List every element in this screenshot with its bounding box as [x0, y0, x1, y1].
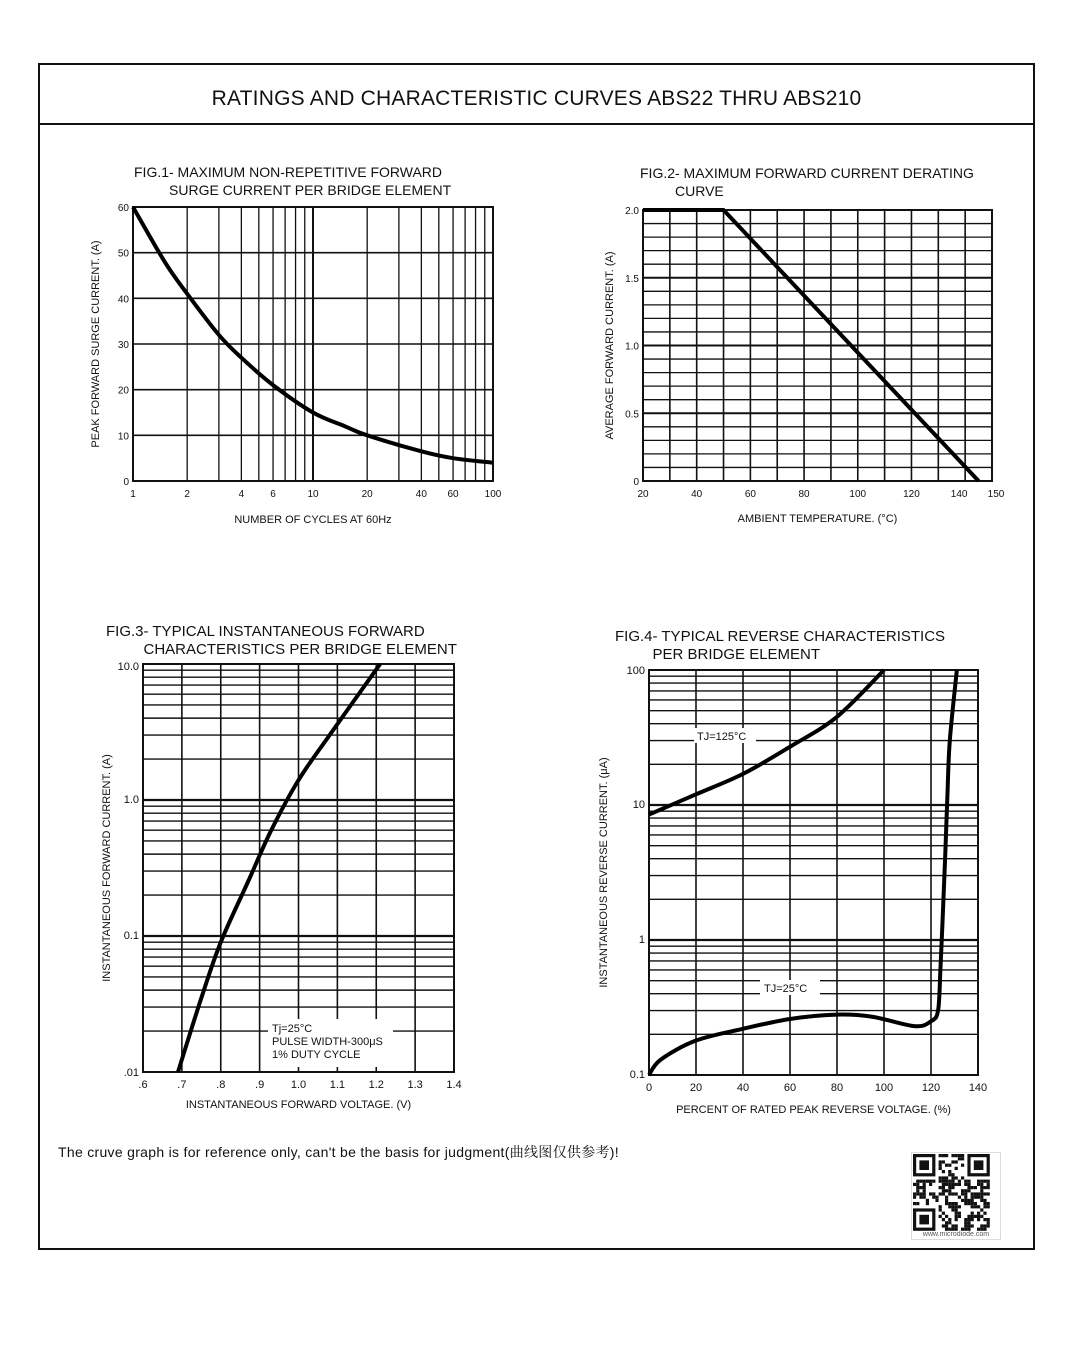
y-tick-label: 0.1 — [629, 1069, 645, 1081]
qr-module — [951, 1160, 954, 1163]
qr-module — [983, 1192, 986, 1195]
y-tick-label: 0 — [123, 477, 129, 488]
x-tick-label: 1.3 — [407, 1079, 423, 1091]
annotation-text: Tj=25°C — [272, 1023, 313, 1035]
qr-module — [948, 1173, 951, 1176]
qr-module — [945, 1202, 948, 1205]
x-tick-label: .8 — [216, 1079, 226, 1091]
y-tick-label: 100 — [626, 665, 645, 677]
qr-module — [919, 1192, 922, 1195]
qr-module — [967, 1218, 970, 1221]
qr-module — [977, 1218, 980, 1221]
qr-module — [916, 1183, 919, 1186]
y-tick-label: 50 — [117, 248, 129, 260]
y-tick-label: 60 — [117, 203, 129, 214]
qr-module — [939, 1154, 942, 1157]
x-axis-label: NUMBER OF CYCLES AT 60Hz — [234, 514, 392, 526]
qr-module — [958, 1212, 961, 1215]
qr-module — [967, 1224, 970, 1227]
qr-module — [945, 1154, 948, 1157]
qr-module — [967, 1183, 970, 1186]
x-tick-label: .6 — [138, 1079, 148, 1091]
qr-module — [977, 1205, 980, 1208]
qr-module — [939, 1205, 942, 1208]
qr-module — [987, 1218, 990, 1221]
qr-module — [955, 1205, 958, 1208]
qr-module — [951, 1176, 954, 1179]
qr-module — [971, 1218, 974, 1221]
y-axis-label: INSTANTANEOUS FORWARD CURRENT. (A) — [101, 754, 113, 982]
qr-module — [913, 1192, 916, 1195]
y-tick-label: 10.0 — [117, 661, 139, 673]
qr-module — [932, 1196, 935, 1199]
qr-module — [958, 1205, 961, 1208]
qr-module — [919, 1186, 922, 1189]
x-tick-label: 100 — [874, 1082, 894, 1094]
qr-module — [916, 1180, 919, 1183]
qr-module — [977, 1183, 980, 1186]
qr-module — [961, 1164, 964, 1167]
qr-module — [983, 1205, 986, 1208]
qr-module — [955, 1192, 958, 1195]
qr-module — [967, 1199, 970, 1202]
qr-module — [955, 1160, 958, 1163]
qr-module — [974, 1196, 977, 1199]
x-tick-label: 80 — [830, 1082, 844, 1094]
qr-module — [987, 1192, 990, 1195]
x-tick-label: 80 — [798, 489, 810, 500]
qr-module — [987, 1183, 990, 1186]
qr-module — [974, 1205, 977, 1208]
qr-module — [923, 1180, 926, 1183]
fig1-title: FIG.1- MAXIMUM NON-REPETITIVE FORWARD SURGE CURRENT PER BRIDGE ELEMENT — [134, 164, 452, 198]
y-tick-label: 40 — [117, 294, 129, 306]
qr-module — [939, 1180, 942, 1183]
qr-module — [916, 1186, 919, 1189]
qr-module — [977, 1192, 980, 1195]
qr-module — [948, 1192, 951, 1195]
qr-module — [987, 1221, 990, 1224]
qr-module — [971, 1212, 974, 1215]
qr-module — [971, 1186, 974, 1189]
qr-module — [948, 1180, 951, 1183]
qr-module — [964, 1221, 967, 1224]
qr-module — [929, 1183, 932, 1186]
qr-module — [961, 1189, 964, 1192]
qr-module — [980, 1192, 983, 1195]
y-axis-label: INSTANTANEOUS REVERSE CURRENT. (μA) — [598, 757, 610, 988]
qr-module — [987, 1224, 990, 1227]
x-tick-label: 1.4 — [446, 1079, 462, 1091]
y-tick-label: 1.0 — [625, 341, 639, 353]
qr-module — [942, 1176, 945, 1179]
qr-module — [916, 1202, 919, 1205]
qr-module — [942, 1218, 945, 1221]
qr-module — [942, 1170, 945, 1173]
qr-code — [911, 1152, 1001, 1240]
y-tick-label: 1.5 — [625, 273, 639, 285]
qr-module — [919, 1180, 922, 1183]
qr-module — [948, 1221, 951, 1224]
qr-module — [980, 1215, 983, 1218]
qr-module — [926, 1199, 929, 1202]
qr-module — [932, 1192, 935, 1195]
qr-module — [980, 1180, 983, 1183]
qr-finder — [974, 1160, 984, 1170]
qr-module — [964, 1218, 967, 1221]
y-tick-label: 1.0 — [123, 794, 139, 806]
x-tick-label: 20 — [637, 489, 649, 500]
qr-module — [983, 1218, 986, 1221]
qr-module — [983, 1180, 986, 1183]
qr-module — [926, 1202, 929, 1205]
qr-module — [948, 1164, 951, 1167]
x-tick-label: 150 — [987, 489, 1005, 500]
qr-module — [945, 1224, 948, 1227]
x-tick-label: 20 — [689, 1082, 703, 1094]
qr-module — [948, 1186, 951, 1189]
x-tick-label: 100 — [484, 489, 502, 500]
qr-module — [964, 1199, 967, 1202]
qr-module — [980, 1199, 983, 1202]
qr-module — [964, 1183, 967, 1186]
qr-module — [951, 1183, 954, 1186]
x-tick-label: 40 — [415, 489, 427, 500]
qr-module — [932, 1180, 935, 1183]
qr-module — [974, 1192, 977, 1195]
qr-module — [967, 1180, 970, 1183]
x-tick-label: 60 — [447, 489, 459, 500]
annotation-text: PULSE WIDTH-300μS — [272, 1036, 383, 1048]
x-tick-label: .9 — [255, 1079, 265, 1091]
x-tick-label: 0 — [645, 1082, 653, 1094]
y-tick-label: 30 — [117, 340, 129, 351]
y-tick-label: 2.0 — [625, 206, 639, 217]
fig2-title: FIG.2- MAXIMUM FORWARD CURRENT DERATING CURVE — [640, 165, 974, 199]
y-tick-label: 20 — [117, 385, 129, 397]
qr-module — [971, 1205, 974, 1208]
x-axis-label: PERCENT OF RATED PEAK REVERSE VOLTAGE. (%) — [676, 1104, 951, 1116]
qr-module — [939, 1176, 942, 1179]
qr-module — [942, 1224, 945, 1227]
y-axis-label: PEAK FORWARD SURGE CURRENT. (A) — [90, 240, 102, 448]
qr-module — [951, 1205, 954, 1208]
qr-module — [913, 1196, 916, 1199]
qr-module — [945, 1215, 948, 1218]
qr-module — [980, 1189, 983, 1192]
x-tick-label: 1.2 — [368, 1079, 384, 1091]
x-tick-label: 6 — [270, 489, 276, 500]
qr-module — [987, 1205, 990, 1208]
qr-module — [923, 1183, 926, 1186]
qr-module — [942, 1160, 945, 1163]
qr-module — [942, 1180, 945, 1183]
qr-finder — [919, 1215, 929, 1225]
qr-module — [958, 1196, 961, 1199]
qr-module — [977, 1196, 980, 1199]
qr-module — [955, 1212, 958, 1215]
page-title: RATINGS AND CHARACTERISTIC CURVES ABS22 THRU ABS210 — [211, 87, 862, 110]
x-tick-label: 20 — [361, 489, 373, 500]
qr-module — [945, 1189, 948, 1192]
qr-module — [964, 1196, 967, 1199]
qr-module — [967, 1202, 970, 1205]
qr-module — [955, 1167, 958, 1170]
qr-module — [951, 1180, 954, 1183]
qr-module — [980, 1224, 983, 1227]
qr-module — [983, 1212, 986, 1215]
series-label-25: TJ=25°C — [764, 983, 808, 995]
qr-finder — [919, 1160, 929, 1170]
qr-module — [951, 1208, 954, 1211]
x-tick-label: 140 — [950, 489, 968, 500]
qr-module — [971, 1202, 974, 1205]
qr-module — [951, 1173, 954, 1176]
qr-module — [961, 1199, 964, 1202]
qr-module — [971, 1196, 974, 1199]
qr-module — [945, 1183, 948, 1186]
fig3-title: FIG.3- TYPICAL INSTANTANEOUS FORWARD CHARACTERISTICS PER BRIDGE ELEMENT — [106, 623, 457, 658]
qr-module — [945, 1164, 948, 1167]
qr-module — [971, 1199, 974, 1202]
qr-module — [951, 1154, 954, 1157]
qr-module — [951, 1192, 954, 1195]
qr-module — [964, 1180, 967, 1183]
qr-module — [939, 1186, 942, 1189]
qr-module — [939, 1160, 942, 1163]
qr-module — [983, 1186, 986, 1189]
qr-module — [964, 1224, 967, 1227]
qr-module — [980, 1183, 983, 1186]
qr-module — [955, 1218, 958, 1221]
qr-module — [964, 1202, 967, 1205]
qr-module — [958, 1183, 961, 1186]
qr-module — [948, 1183, 951, 1186]
qr-module — [929, 1192, 932, 1195]
qr-module — [948, 1202, 951, 1205]
series-label-125: TJ=125°C — [697, 731, 747, 743]
x-tick-label: 10 — [307, 489, 319, 500]
qr-module — [974, 1215, 977, 1218]
qr-module — [916, 1192, 919, 1195]
qr-module — [948, 1189, 951, 1192]
x-tick-label: 140 — [968, 1082, 988, 1094]
x-tick-label: 60 — [783, 1082, 797, 1094]
qr-module — [980, 1186, 983, 1189]
qr-module — [951, 1202, 954, 1205]
qr-module — [983, 1224, 986, 1227]
y-tick-label: 0 — [633, 477, 639, 488]
qr-module — [974, 1186, 977, 1189]
x-axis-label: AMBIENT TEMPERATURE. (°C) — [737, 513, 898, 525]
qr-module — [955, 1183, 958, 1186]
series-line-0 — [649, 670, 884, 815]
qr-module — [935, 1196, 938, 1199]
x-tick-label: 40 — [736, 1082, 750, 1094]
qr-module — [942, 1192, 945, 1195]
qr-module — [948, 1205, 951, 1208]
qr-module — [951, 1224, 954, 1227]
qr-module — [961, 1192, 964, 1195]
qr-module — [958, 1215, 961, 1218]
y-tick-label: .01 — [123, 1067, 139, 1079]
qr-module — [967, 1186, 970, 1189]
qr-module — [967, 1221, 970, 1224]
y-tick-label: 1 — [638, 934, 645, 946]
x-tick-label: 120 — [921, 1082, 941, 1094]
qr-module — [983, 1199, 986, 1202]
qr-module — [971, 1224, 974, 1227]
qr-module — [939, 1192, 942, 1195]
qr-module — [955, 1154, 958, 1157]
qr-module — [945, 1221, 948, 1224]
x-tick-label: 40 — [691, 489, 703, 500]
qr-module — [980, 1196, 983, 1199]
qr-module — [948, 1170, 951, 1173]
qr-module — [977, 1215, 980, 1218]
qr-module — [939, 1215, 942, 1218]
x-tick-label: 1.1 — [329, 1079, 346, 1091]
qr-module — [977, 1180, 980, 1183]
qr-module — [955, 1208, 958, 1211]
qr-module — [958, 1154, 961, 1157]
qr-module — [971, 1215, 974, 1218]
qr-module — [974, 1202, 977, 1205]
qr-module — [948, 1218, 951, 1221]
qr-module — [945, 1196, 948, 1199]
qr-module — [980, 1208, 983, 1211]
qr-module — [961, 1154, 964, 1157]
x-axis-label: INSTANTANEOUS FORWARD VOLTAGE. (V) — [185, 1099, 412, 1111]
qr-module — [935, 1199, 938, 1202]
qr-module — [919, 1196, 922, 1199]
qr-module — [971, 1192, 974, 1195]
qr-module — [955, 1176, 958, 1179]
y-tick-label: 10 — [117, 431, 129, 443]
qr-module — [942, 1154, 945, 1157]
qr-module — [913, 1183, 916, 1186]
qr-module — [964, 1189, 967, 1192]
qr-module — [951, 1186, 954, 1189]
qr-module — [961, 1176, 964, 1179]
qr-module — [958, 1180, 961, 1183]
y-axis-label: AVERAGE FORWARD CURRENT. (A) — [604, 251, 616, 440]
y-tick-label: 0.1 — [123, 930, 139, 942]
qr-module — [964, 1192, 967, 1195]
qr-module — [967, 1189, 970, 1192]
qr-module — [955, 1202, 958, 1205]
qr-module — [955, 1215, 958, 1218]
x-tick-label: 120 — [903, 489, 920, 500]
qr-module — [923, 1186, 926, 1189]
qr-module — [916, 1189, 919, 1192]
qr-module — [958, 1157, 961, 1160]
qr-module — [987, 1180, 990, 1183]
qr-module — [939, 1167, 942, 1170]
qr-module — [955, 1224, 958, 1227]
y-tick-label: 0.5 — [625, 409, 639, 421]
qr-module — [942, 1186, 945, 1189]
qr-module — [987, 1186, 990, 1189]
y-tick-label: 10 — [632, 799, 645, 811]
x-tick-label: .7 — [177, 1079, 187, 1091]
qr-module — [945, 1180, 948, 1183]
qr-module — [923, 1192, 926, 1195]
qr-module — [939, 1208, 942, 1211]
qr-module — [983, 1202, 986, 1205]
qr-module — [923, 1196, 926, 1199]
qr-caption: www.microdiode.com — [922, 1231, 990, 1238]
annotation-text: 1% DUTY CYCLE — [272, 1049, 361, 1061]
fig4-title: FIG.4- TYPICAL REVERSE CHARACTERISTICS PER BRIDGE ELEMENT — [615, 628, 946, 663]
x-tick-label: 60 — [744, 489, 756, 500]
x-tick-label: 1 — [130, 489, 136, 500]
qr-module — [945, 1199, 948, 1202]
disclaimer-note: The cruve graph is for reference only, can't be the basis for judgment(曲线图仅供参考)! — [58, 1144, 619, 1160]
qr-module — [987, 1202, 990, 1205]
qr-module — [926, 1180, 929, 1183]
qr-module — [913, 1202, 916, 1205]
qr-module — [977, 1212, 980, 1215]
qr-module — [961, 1157, 964, 1160]
qr-module — [942, 1212, 945, 1215]
x-tick-label: 2 — [184, 489, 190, 500]
qr-module — [939, 1164, 942, 1167]
x-tick-label: 100 — [849, 489, 867, 500]
qr-module — [967, 1215, 970, 1218]
x-tick-label: 1.0 — [290, 1079, 307, 1091]
x-tick-label: 4 — [238, 489, 245, 500]
qr-module — [942, 1189, 945, 1192]
qr-module — [945, 1176, 948, 1179]
qr-module — [923, 1189, 926, 1192]
qr-module — [942, 1183, 945, 1186]
qr-module — [929, 1180, 932, 1183]
